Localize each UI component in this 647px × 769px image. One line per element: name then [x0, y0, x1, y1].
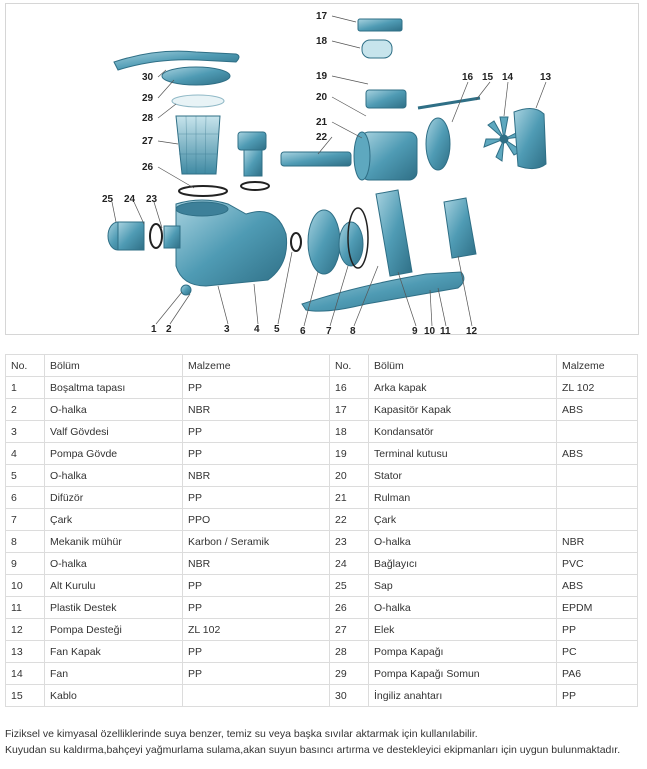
- cell-material: PP: [183, 421, 330, 443]
- cell-material: [183, 685, 330, 707]
- cell-material: ABS: [557, 443, 638, 465]
- cell-no: 15: [6, 685, 45, 707]
- cell-part: O-halka: [45, 553, 183, 575]
- cell-material: ZL 102: [183, 619, 330, 641]
- header-no: No.: [330, 355, 369, 377]
- header-material: Malzeme: [183, 355, 330, 377]
- callout-3: 3: [224, 324, 230, 334]
- cell-no: 10: [6, 575, 45, 597]
- callout-11: 11: [440, 326, 451, 334]
- cell-no: 4: [6, 443, 45, 465]
- table-row: [6, 443, 638, 465]
- table-row: [6, 399, 638, 421]
- cell-no: 27: [330, 619, 369, 641]
- callout-17: 17: [316, 11, 328, 22]
- cell-material: PP: [183, 575, 330, 597]
- cell-part: Pompa Desteği: [45, 619, 183, 641]
- capacitor-cover-part: [358, 19, 402, 31]
- rotor-shaft-part: [281, 152, 351, 166]
- cell-part: Boşaltma tapası: [45, 377, 183, 399]
- cell-part: Fan: [45, 663, 183, 685]
- cell-part: Rulman: [369, 487, 557, 509]
- callout-13: 13: [540, 72, 552, 83]
- cell-material: PVC: [557, 553, 638, 575]
- callout-4: 4: [254, 324, 260, 334]
- cell-no: 28: [330, 641, 369, 663]
- table-header-row: [6, 355, 638, 377]
- callout-10: 10: [424, 326, 436, 334]
- cell-material: PC: [557, 641, 638, 663]
- cell-material: PP: [183, 663, 330, 685]
- table-row: [6, 575, 638, 597]
- cell-part: Alt Kurulu: [45, 575, 183, 597]
- cell-no: 6: [6, 487, 45, 509]
- pump-support-part: [444, 198, 476, 258]
- callout-12: 12: [466, 326, 478, 334]
- strainer-part: [176, 116, 220, 174]
- cell-part: Bağlayıcı: [369, 553, 557, 575]
- cell-material: EPDM: [557, 597, 638, 619]
- note-line: Fiziksel ve kimyasal özelliklerinde suya benzer, temiz su veya başka sıvılar aktarmak için kullanılabilir.: [5, 728, 478, 740]
- cell-material: [557, 465, 638, 487]
- valve-cap-part: [238, 132, 266, 150]
- fan-cover-part: [514, 108, 546, 168]
- cell-part: O-halka: [45, 399, 183, 421]
- callout-14: 14: [502, 72, 514, 83]
- cell-material: [557, 487, 638, 509]
- table-row: [6, 663, 638, 685]
- cell-no: 13: [6, 641, 45, 663]
- table-row: [6, 685, 638, 707]
- seal-plate-part: [376, 190, 412, 276]
- cell-material: PP: [557, 619, 638, 641]
- callout-22: 22: [316, 132, 328, 143]
- cell-material: PP: [183, 597, 330, 619]
- table-row: [6, 487, 638, 509]
- cell-part: Çark: [45, 509, 183, 531]
- capacitor-part: [362, 40, 392, 58]
- cell-no: 21: [330, 487, 369, 509]
- cell-no: 9: [6, 553, 45, 575]
- cell-part: Pompa Kapağı Somun: [369, 663, 557, 685]
- o-ring-26-part: [179, 186, 227, 196]
- cable-part: [418, 98, 480, 108]
- cell-no: 19: [330, 443, 369, 465]
- cell-part: Terminal kutusu: [369, 443, 557, 465]
- cell-no: 25: [330, 575, 369, 597]
- cell-no: 20: [330, 465, 369, 487]
- header-part: Bölüm: [45, 355, 183, 377]
- cell-no: 22: [330, 509, 369, 531]
- cell-material: ZL 102: [557, 377, 638, 399]
- cell-part: Sap: [369, 575, 557, 597]
- callout-5: 5: [274, 324, 280, 334]
- cell-material: Karbon / Seramik: [183, 531, 330, 553]
- table-row: [6, 465, 638, 487]
- header-material: Malzeme: [557, 355, 638, 377]
- callout-8: 8: [350, 326, 356, 334]
- callout-30: 30: [142, 72, 154, 83]
- cell-part: Kablo: [45, 685, 183, 707]
- callout-16: 16: [462, 72, 474, 83]
- cell-no: 14: [6, 663, 45, 685]
- back-cover-part: [426, 118, 450, 170]
- header-no: No.: [6, 355, 45, 377]
- table-row: [6, 531, 638, 553]
- cell-material: PP: [183, 641, 330, 663]
- cell-material: ABS: [557, 575, 638, 597]
- cell-part: Mekanik mühür: [45, 531, 183, 553]
- cell-part: O-halka: [369, 531, 557, 553]
- table-row: [6, 553, 638, 575]
- callout-2: 2: [166, 324, 172, 334]
- cell-material: NBR: [557, 531, 638, 553]
- callout-7: 7: [326, 326, 332, 334]
- cell-no: 5: [6, 465, 45, 487]
- cell-no: 1: [6, 377, 45, 399]
- table-row: [6, 509, 638, 531]
- callout-21: 21: [316, 117, 328, 128]
- header-part: Bölüm: [369, 355, 557, 377]
- diffuser-part: [308, 210, 340, 274]
- cell-part: Difüzör: [45, 487, 183, 509]
- table-row: [6, 641, 638, 663]
- cell-part: Pompa Kapağı: [369, 641, 557, 663]
- callout-18: 18: [316, 36, 328, 47]
- cell-part: O-halka: [45, 465, 183, 487]
- cell-material: NBR: [183, 465, 330, 487]
- cell-material: PP: [183, 487, 330, 509]
- callout-29: 29: [142, 93, 154, 104]
- cell-no: 23: [330, 531, 369, 553]
- cell-part: Kondansatör: [369, 421, 557, 443]
- callout-23: 23: [146, 194, 158, 205]
- cell-material: PPO: [183, 509, 330, 531]
- callout-6: 6: [300, 326, 306, 334]
- cell-part: Elek: [369, 619, 557, 641]
- cell-no: 7: [6, 509, 45, 531]
- note-line: Kuyudan su kaldırma,bahçeyi yağmurlama sulama,akan suyun basıncı artırma ve destekleyici ekipmanları için uygun bulunmaktadır.: [5, 744, 621, 756]
- cell-no: 18: [330, 421, 369, 443]
- cell-part: Çark: [369, 509, 557, 531]
- cell-part: Fan Kapak: [45, 641, 183, 663]
- callout-27: 27: [142, 136, 154, 147]
- cell-part: Stator: [369, 465, 557, 487]
- cell-no: 17: [330, 399, 369, 421]
- cell-no: 2: [6, 399, 45, 421]
- callout-25: 25: [102, 194, 114, 205]
- callout-15: 15: [482, 72, 494, 83]
- callout-1: 1: [151, 324, 157, 334]
- cell-no: 16: [330, 377, 369, 399]
- exploded-pump-diagram: [5, 3, 639, 335]
- table-row: [6, 421, 638, 443]
- cell-part: Plastik Destek: [45, 597, 183, 619]
- callout-28: 28: [142, 113, 154, 124]
- callout-20: 20: [316, 92, 328, 103]
- cell-material: [557, 509, 638, 531]
- callout-26: 26: [142, 162, 154, 173]
- pump-lid-part: [172, 95, 224, 107]
- cell-material: ABS: [557, 399, 638, 421]
- cell-no: 24: [330, 553, 369, 575]
- cell-material: NBR: [183, 399, 330, 421]
- cell-part: Arka kapak: [369, 377, 557, 399]
- cell-part: İngiliz anahtarı: [369, 685, 557, 707]
- cell-material: [557, 421, 638, 443]
- callout-19: 19: [316, 71, 328, 82]
- cell-no: 26: [330, 597, 369, 619]
- description-notes: [5, 726, 641, 758]
- cell-part: Pompa Gövde: [45, 443, 183, 465]
- cell-material: PP: [183, 377, 330, 399]
- cell-no: 8: [6, 531, 45, 553]
- cell-material: NBR: [183, 553, 330, 575]
- callout-24: 24: [124, 194, 136, 205]
- cell-material: PP: [557, 685, 638, 707]
- table-row: [6, 619, 638, 641]
- cell-no: 30: [330, 685, 369, 707]
- cell-no: 11: [6, 597, 45, 619]
- cell-part: Valf Gövdesi: [45, 421, 183, 443]
- cell-no: 29: [330, 663, 369, 685]
- wrench-part: [114, 51, 239, 70]
- callout-9: 9: [412, 326, 418, 334]
- terminal-box-part: [366, 90, 406, 108]
- pump-illustration: [6, 4, 638, 334]
- table-row: [6, 377, 638, 399]
- cell-material: PP: [183, 443, 330, 465]
- cell-material: PA6: [557, 663, 638, 685]
- cell-no: 3: [6, 421, 45, 443]
- cell-part: O-halka: [369, 597, 557, 619]
- base-part: [302, 272, 464, 311]
- cell-no: 12: [6, 619, 45, 641]
- table-row: [6, 597, 638, 619]
- parts-table: [5, 354, 638, 707]
- cell-part: Kapasitör Kapak: [369, 399, 557, 421]
